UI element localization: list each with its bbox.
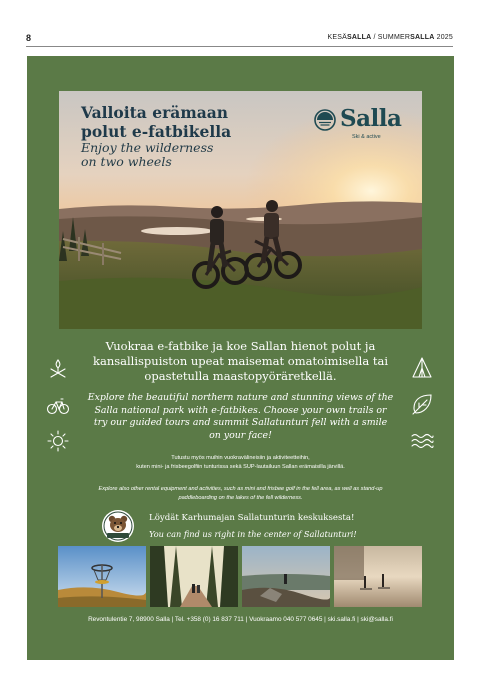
magazine-title-part: / SUMMER	[371, 34, 411, 41]
headline-en-line: Enjoy the wilderness	[81, 140, 214, 155]
headline-en-line: on two wheels	[81, 154, 172, 169]
lead-text-en: Explore the beautiful northern nature and stunning views of the Salla national park with e-fatbikes. Choose your own trails or try our guided tours and summit Sallatunturi fell with a smile on your face!	[87, 392, 394, 441]
logo-wordmark: Salla	[340, 105, 402, 132]
fell-summit-view-photo	[242, 546, 330, 607]
thumbnail-forest-path	[150, 546, 238, 607]
headline-fi-line: Valloita erämaan	[81, 103, 229, 122]
more-activities-en-line: Explore also other rental equipment and activities, such as mini and frisbee golf in the fell area, as well as stand-up	[98, 486, 383, 492]
salla-logo	[314, 107, 406, 147]
magazine-title-part: SALLA	[410, 34, 435, 41]
more-activities-fi-line: kuten mini- ja frisbeegolfiin tunturissa sekä SUP-lautailuun Sallan erämaisilla järvillä.	[136, 464, 345, 470]
leaf-icon	[410, 392, 434, 416]
sun-icon	[46, 429, 70, 453]
lead-text-fi: Vuokraa e-fatbike ja koe Sallan hienot polut ja kansallispuiston upeat maisemat omatoimisella tai opastetulla maastopyöräretkellä.	[93, 339, 388, 383]
contact-footer: Revontulentie 7, 98900 Salla | Tel. +358 (0) 16 837 711 | Vuokraamo 040 577 0645 | ski.salla.fi | ski@salla.fi	[88, 616, 393, 623]
more-activities-en-line: paddleboarding on the lakes of the fell wilderness.	[178, 495, 303, 501]
headline-fi-line: polut e-fatbikella	[81, 122, 232, 141]
thumbnail-sup-lake	[334, 546, 422, 607]
more-activities-en	[67, 485, 414, 503]
salla-sun-icon	[314, 109, 336, 131]
magazine-title	[328, 34, 453, 41]
efatbike-advertisement	[27, 56, 454, 660]
hero-photo	[59, 91, 422, 329]
campfire-icon	[46, 356, 70, 380]
logo-tagline: Ski & active	[352, 134, 381, 140]
more-activities-fi	[97, 454, 384, 472]
header-rule	[26, 46, 453, 47]
hero-headline	[81, 103, 231, 169]
forest-path-photo	[150, 546, 238, 607]
find-us-fi: Löydät Karhumajan Sallatunturin keskuksesta!	[149, 513, 355, 523]
bicycle-icon	[46, 394, 70, 418]
find-us-en: You can find us right in the center of Sallatunturi!	[149, 529, 357, 539]
page-number: 8	[26, 33, 32, 43]
magazine-title-part: 2025	[434, 34, 453, 41]
waves-icon	[410, 429, 434, 453]
magazine-title-part: KESÄ	[327, 34, 348, 41]
frisbeegolf-basket-photo	[58, 546, 146, 607]
thumbnail-fell-view	[242, 546, 330, 607]
tent-icon	[410, 356, 434, 380]
magazine-title-part: SALLA	[347, 34, 372, 41]
thumbnail-frisbeegolf	[58, 546, 146, 607]
more-activities-fi-line: Tutustu myös muihin vuokravälineisiin ja aktiviteetteihin,	[171, 455, 310, 461]
karhumaja-bear-badge-icon	[101, 509, 135, 543]
sup-paddleboarding-lake-photo	[334, 546, 422, 607]
